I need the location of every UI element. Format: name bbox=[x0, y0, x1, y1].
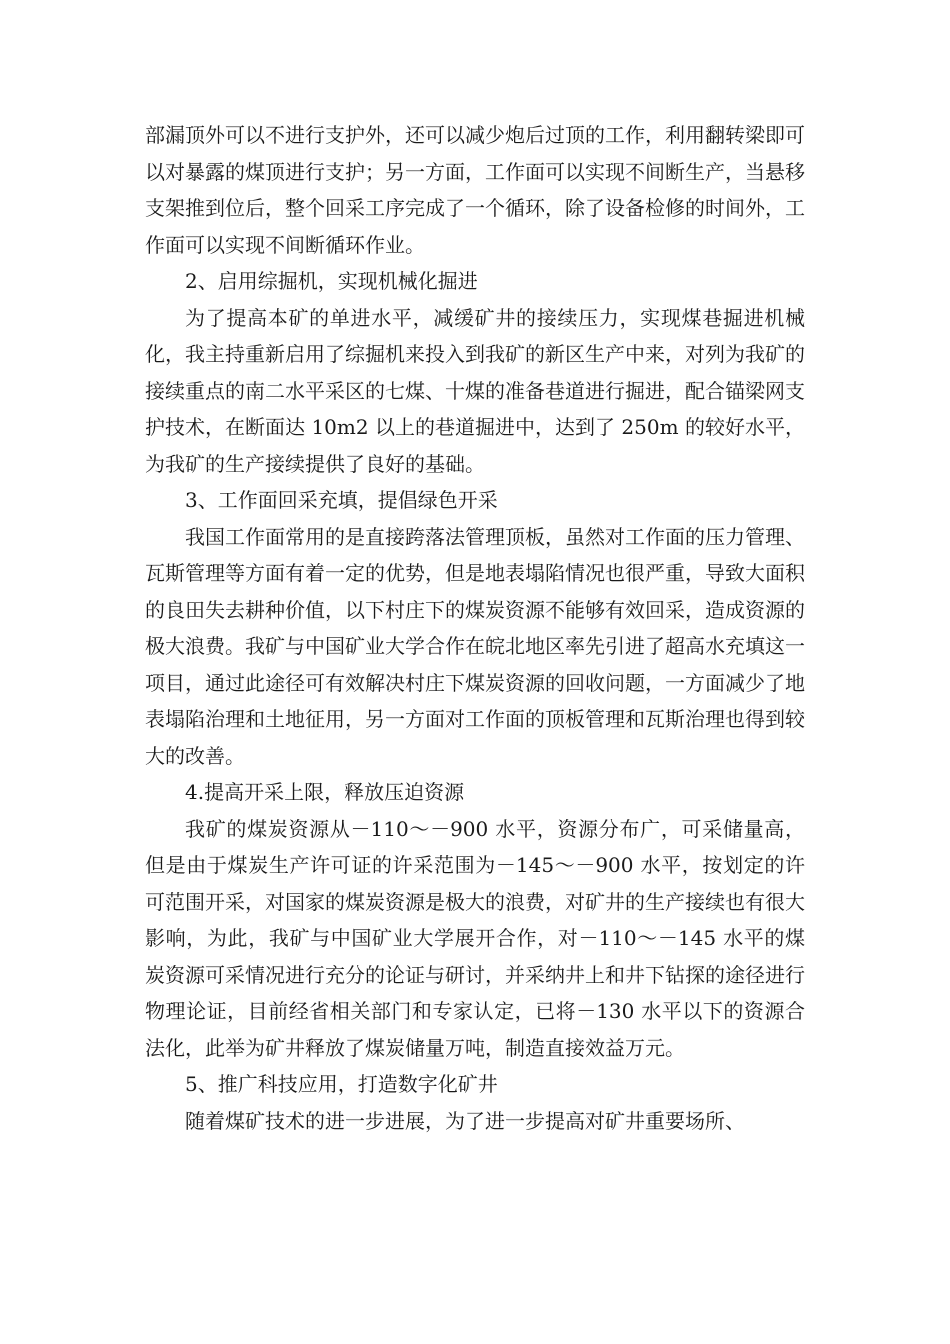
paragraph-section-2: 为了提高本矿的单进水平，减缓矿井的接续压力，实现煤巷掘进机械化，我主持重新启用了综掘机来投入到我矿的新区生产中来，对列为我矿的接续重点的南二水平采区的七煤、十煤的准备巷道进行掘进，配合锚梁网支护技术，在断面达 10m2 以上的巷道掘进中，达到了 250m 的较好水平，为我矿的生产接续提供了良好的基础。 bbox=[145, 305, 805, 476]
paragraph-section-4: 我矿的煤炭资源从－110～－900 水平，资源分布广，可采储量高，但是由于煤炭生产许可证的许采范围为－145～－900 水平，按划定的许可范围开采，对国家的煤炭资源是极大的浪费，对矿井的生产接续也有很大影响，为此，我矿与中国矿业大学展开合作，对－110～－145 水平的煤炭资源可采情况进行充分的论证与研讨，并采纳井上和井下钻探的途径进行物理论证，目前经省相关部门和专家认定，已将－130 水平以下的资源合法化，此举为矿井释放了煤炭储量万吨，制造直接效益万元。 bbox=[145, 816, 805, 1060]
paragraph-section-5: 随着煤矿技术的进一步进展，为了进一步提高对矿井重要场所、 bbox=[185, 1108, 745, 1133]
section-heading-4: 4.提高开采上限，释放压迫资源 bbox=[185, 780, 465, 804]
document-body bbox=[145, 117, 805, 1139]
section-heading-5: 5、推广科技应用，打造数字化矿井 bbox=[185, 1072, 498, 1096]
section-heading-3: 3、工作面回采充填，提倡绿色开采 bbox=[185, 488, 498, 512]
section-heading-2: 2、启用综掘机，实现机械化掘进 bbox=[185, 269, 478, 293]
paragraph-continued: 部漏顶外可以不进行支护外，还可以减少炮后过顶的工作，利用翻转梁即可以对暴露的煤顶进行支护；另一方面，工作面可以实现不间断生产，当悬移支架推到位后，整个回采工序完成了一个循环，除了设备检修的时间外，工作面可以实现不间断循环作业。 bbox=[145, 123, 805, 257]
paragraph-section-3: 我国工作面常用的是直接跨落法管理顶板，虽然对工作面的压力管理、瓦斯管理等方面有着一定的优势，但是地表塌陷情况也很严重，导致大面积的良田失去耕种价值，以下村庄下的煤炭资源不能够有效回采，造成资源的极大浪费。我矿与中国矿业大学合作在皖北地区率先引进了超高水充填这一项目，通过此途径可有效解决村庄下煤炭资源的回收问题，一方面减少了地表塌陷治理和土地征用，另一方面对工作面的顶板管理和瓦斯治理也得到较大的改善。 bbox=[145, 524, 805, 768]
